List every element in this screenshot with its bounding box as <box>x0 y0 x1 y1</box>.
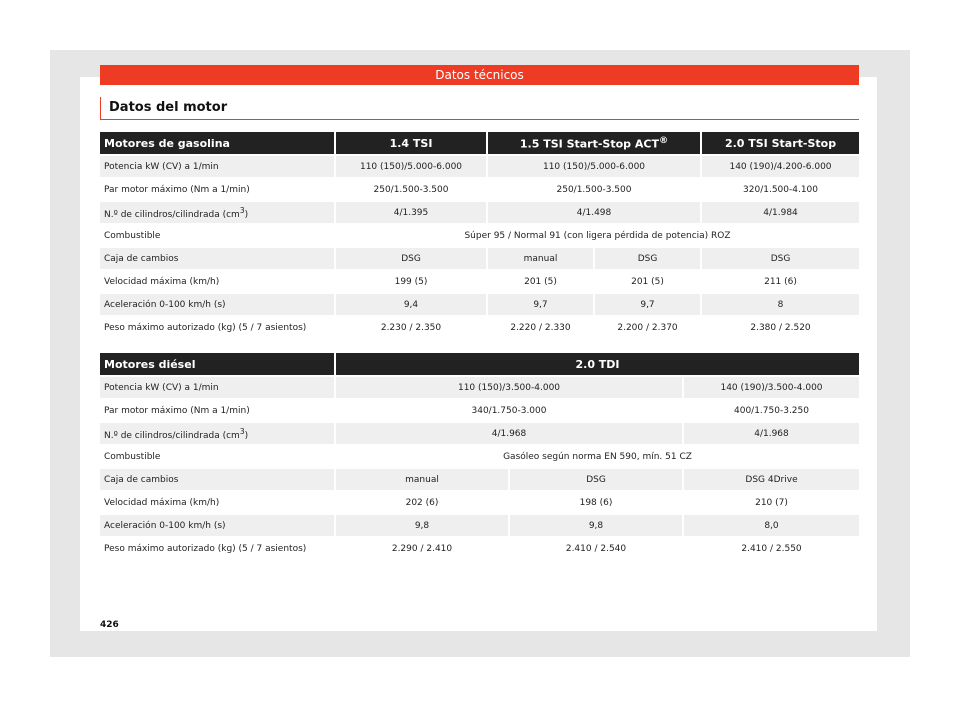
table-cell: 8,0 <box>684 515 859 536</box>
table-row <box>100 179 859 200</box>
table-cell: 4/1.968 <box>336 423 684 444</box>
table-cell: 9,7 <box>488 294 595 315</box>
row-label: Velocidad máxima (km/h) <box>100 492 336 513</box>
table-cell: 9,8 <box>336 515 510 536</box>
superscript: 3 <box>239 205 245 215</box>
table-cell: 4/1.968 <box>684 423 859 444</box>
diesel-engines-table <box>100 351 859 561</box>
column-header-text: 1.5 TSI Start-Stop ACT <box>519 137 659 151</box>
table-row <box>100 423 859 444</box>
superscript: 3 <box>239 426 245 436</box>
column-header <box>488 132 702 154</box>
column-header: Motores de gasolina <box>100 132 336 154</box>
table-cell: 9,8 <box>510 515 684 536</box>
table-row <box>100 248 859 269</box>
table-cell: 9,4 <box>336 294 488 315</box>
table-cell: 2.410 / 2.540 <box>510 538 684 559</box>
row-label: Caja de cambios <box>100 469 336 490</box>
row-label: Potencia kW (CV) a 1/min <box>100 156 336 177</box>
table-row <box>100 317 859 338</box>
table-header-row <box>100 132 859 154</box>
table-cell: 2.290 / 2.410 <box>336 538 510 559</box>
table-row <box>100 400 859 421</box>
table-cell: 9,7 <box>595 294 702 315</box>
table-row <box>100 271 859 292</box>
table-row <box>100 202 859 223</box>
table-cell: 140 (190)/3.500-4.000 <box>684 377 859 398</box>
table-row <box>100 156 859 177</box>
table-row <box>100 225 859 246</box>
table-cell: 110 (150)/5.000-6.000 <box>488 156 702 177</box>
table-cell: 198 (6) <box>510 492 684 513</box>
table-cell: 201 (5) <box>595 271 702 292</box>
column-header: Motores diésel <box>100 353 336 375</box>
column-header: 2.0 TSI Start-Stop <box>702 132 859 154</box>
table-cell: 4/1.395 <box>336 202 488 223</box>
table-cell: 250/1.500-3.500 <box>336 179 488 200</box>
table-row <box>100 492 859 513</box>
row-label: Velocidad máxima (km/h) <box>100 271 336 292</box>
table-cell: 320/1.500-4.100 <box>702 179 859 200</box>
section-title-bar: Datos técnicos <box>100 65 859 85</box>
table-cell: 201 (5) <box>488 271 595 292</box>
column-header: 1.4 TSI <box>336 132 488 154</box>
table-cell: 202 (6) <box>336 492 510 513</box>
row-label: Combustible <box>100 225 336 246</box>
table-cell: 400/1.750-3.250 <box>684 400 859 421</box>
table-cell: 2.220 / 2.330 <box>488 317 595 338</box>
table-cell: 2.200 / 2.370 <box>595 317 702 338</box>
table-cell: 2.230 / 2.350 <box>336 317 488 338</box>
table-row <box>100 469 859 490</box>
table-row <box>100 446 859 467</box>
column-header: 2.0 TDI <box>336 353 859 375</box>
table-cell: DSG <box>510 469 684 490</box>
page-number: 426 <box>100 620 119 630</box>
row-label-close: ) <box>244 209 249 220</box>
row-label: Aceleración 0-100 km/h (s) <box>100 294 336 315</box>
table-cell: 211 (6) <box>702 271 859 292</box>
gasoline-engines-table <box>100 130 859 340</box>
table-row <box>100 515 859 536</box>
table-row <box>100 294 859 315</box>
subtitle-divider <box>100 119 859 120</box>
table-cell: 340/1.750-3.000 <box>336 400 684 421</box>
table-cell: 110 (150)/3.500-4.000 <box>336 377 684 398</box>
table-cell: 2.410 / 2.550 <box>684 538 859 559</box>
table-cell: Súper 95 / Normal 91 (con ligera pérdida de potencia) ROZ <box>336 225 859 246</box>
table-cell: Gasóleo según norma EN 590, mín. 51 CZ <box>336 446 859 467</box>
row-label: Potencia kW (CV) a 1/min <box>100 377 336 398</box>
row-label: Peso máximo autorizado (kg) (5 / 7 asientos) <box>100 538 336 559</box>
row-label: Combustible <box>100 446 336 467</box>
row-label: Aceleración 0-100 km/h (s) <box>100 515 336 536</box>
table-cell: 110 (150)/5.000-6.000 <box>336 156 488 177</box>
table-cell: 140 (190)/4.200-6.000 <box>702 156 859 177</box>
row-label: Peso máximo autorizado (kg) (5 / 7 asientos) <box>100 317 336 338</box>
table-cell: 2.380 / 2.520 <box>702 317 859 338</box>
registered-mark: ® <box>658 135 669 147</box>
row-label <box>100 423 336 444</box>
table-cell: DSG <box>336 248 488 269</box>
row-label-text: N.º de cilindros/cilindrada (cm <box>104 209 240 220</box>
row-label: Caja de cambios <box>100 248 336 269</box>
table-cell: manual <box>488 248 595 269</box>
table-row <box>100 538 859 559</box>
table-cell: manual <box>336 469 510 490</box>
row-label <box>100 202 336 223</box>
table-cell: 199 (5) <box>336 271 488 292</box>
table-row <box>100 377 859 398</box>
table-header-row <box>100 353 859 375</box>
table-cell: 4/1.498 <box>488 202 702 223</box>
table-cell: 210 (7) <box>684 492 859 513</box>
row-label: Par motor máximo (Nm a 1/min) <box>100 400 336 421</box>
row-label-close: ) <box>244 430 249 441</box>
table-cell: 250/1.500-3.500 <box>488 179 702 200</box>
table-cell: 4/1.984 <box>702 202 859 223</box>
table-cell: DSG 4Drive <box>684 469 859 490</box>
table-cell: DSG <box>702 248 859 269</box>
row-label-text: N.º de cilindros/cilindrada (cm <box>104 430 240 441</box>
table-cell: 8 <box>702 294 859 315</box>
page-subtitle: Datos del motor <box>100 97 227 119</box>
table-cell: DSG <box>595 248 702 269</box>
row-label: Par motor máximo (Nm a 1/min) <box>100 179 336 200</box>
